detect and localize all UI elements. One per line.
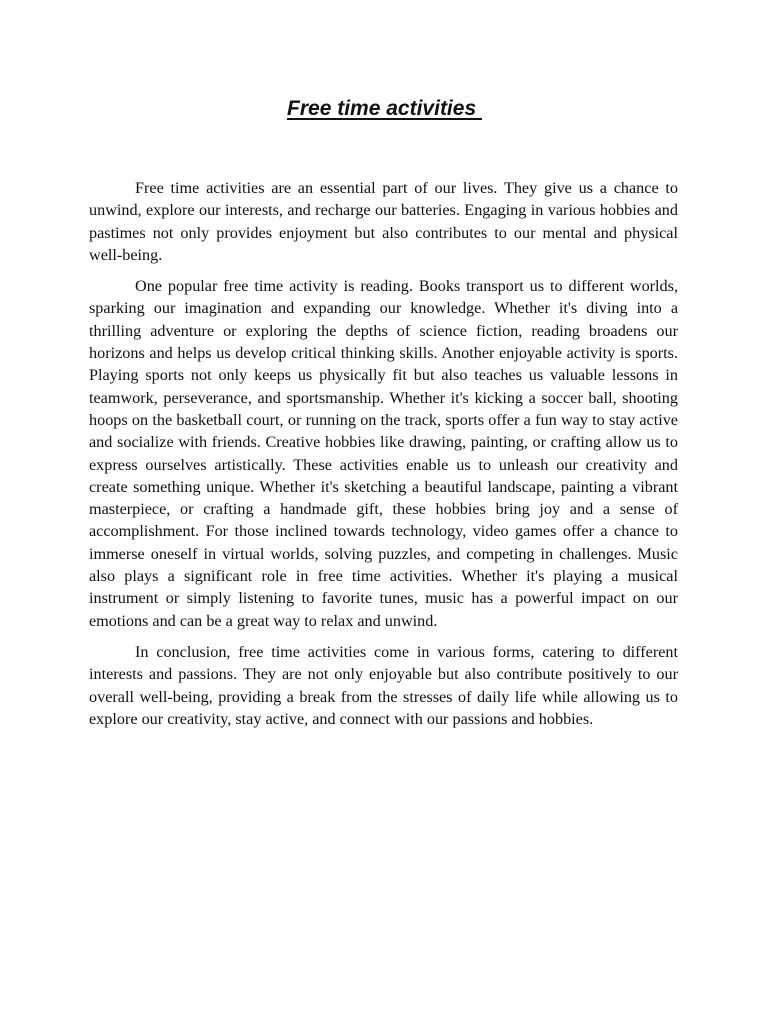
paragraph-conclusion: In conclusion, free time activities come in various forms, catering to different interests and passions. They are not only enjoyable but also contribute positively to our overall well-being, providing a break from the stresses of daily life while allowing us to explore our creativity, stay active, and connect with our passions and hobbies.: [89, 642, 678, 728]
paragraph-introduction: Free time activities are an essential part of our lives. They give us a chance to unwind, explore our interests, and recharge our batteries. Engaging in various hobbies and pastimes not only provides enjoyment but also contributes to our mental and physical well-being.: [89, 179, 678, 264]
paragraph-activities: One popular free time activity is reading. Books transport us to different worlds, sparking our imagination and expanding our knowledge. Whether it's diving into a thrilling adventure or exploring the depths of science fiction, reading broadens our horizons and helps us develop critical thinking skills. Another enjoyable activity is sports. Playing sports not only keeps us physically fit but also teaches us valuable lessons in teamwork, perseverance, and sportsmanship. Whether it's kicking a soccer ball, shooting hoops on the basketball court, or running on the track, sports offer a fun way to stay active and socialize with friends. Creative hobbies like drawing, painting, or crafting allow us to express ourselves artistically. These activities enable us to unleash our creativity and create something unique. Whether it's sketching a beautiful landscape, painting a vibrant masterpiece, or crafting a handmade gift, these hobbies bring joy and a sense of accomplishment. For those inclined towards technology, video games offer a chance to immerse oneself in virtual worlds, solving puzzles, and competing in challenges. Music also plays a significant role in free time activities. Whether it's playing a musical instrument or simply listening to favorite tunes, music has a powerful impact on our emotions and can be a great way to relax and unwind.: [89, 277, 678, 630]
document-title: Free time activities: [287, 97, 482, 120]
document-body: [89, 177, 678, 730]
